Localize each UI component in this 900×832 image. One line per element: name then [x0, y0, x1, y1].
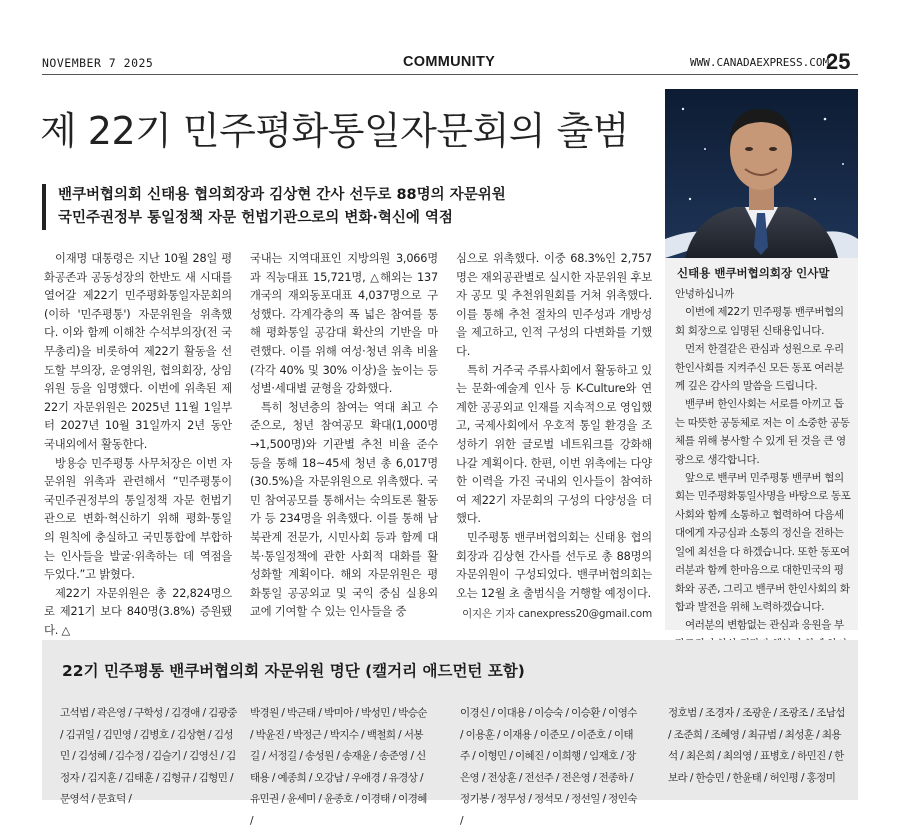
subhead-line-2: 국민주권정부 통일정책 자문 헌법기관으로의 변화·혁신에 역점: [58, 210, 453, 226]
roster-column: 고석범 / 곽은영 / 구학성 / 김경애 / 김광중 / 김귀일 / 김민영 / 김병호 / 김상현 / 김성민 / 김성혜 / 김수정 / 김슬기 / 김영신 / 김정자 / 김지훈 / 김태훈 / 김형규 / 김형민 / 문영석 / 문효덕 /: [60, 707, 237, 805]
sidebar-paragraph: 밴쿠버 한인사회는 서로를 아끼고 돕는 따뜻한 공동체로 저는 이 소중한 공동체를 위해 봉사할 수 있게 된 것을 큰 영광으로 생각합니다.: [675, 398, 850, 466]
article-column-2: [250, 250, 438, 622]
roster-column: 박경원 / 박근태 / 박미아 / 박성민 / 박승순 / 박윤진 / 박정근 / 박지수 / 백철희 / 서봉길 / 서정길 / 송성원 / 송재윤 / 송준영 / 신태용 / 예종희 / 오강남 / 우애경 / 유경상 / 유민권 / 윤세미 / 윤종호 / 이경태 / 이경혜 /: [250, 707, 427, 827]
article-paragraph: 민주평통 밴쿠버협의회는 신태용 협의회장과 김상현 간사를 선두로 총 88명의 자문위원이 구성되었다. 밴쿠버협의회는 오는 12월 초 출범식을 거행할 예정이다.: [456, 530, 652, 600]
issue-date: NOVEMBER 7 2025: [42, 56, 154, 70]
article-headline: 제 22기 민주평화통일자문회의 출범: [40, 109, 630, 153]
article-paragraph: 제22기 자문위원은 총 22,824명으로 제21기 보다 840명(3.8%) 증원됐다. △: [44, 586, 232, 637]
article-paragraph: 특히 거주국 주류사회에서 활동하고 있는 문화·예술계 인사 등 K-Culture와 연계한 공공외교 인재를 지속적으로 영입했고, 국제사회에서 우호적 통일 환경을 조성하기 위한 글로벌 네트워크를 강화해 나갈 계획이다. 한편, 이번 위촉에는 다양한 이력을 가진 국내외 인사들이 참여하여 제22기 자문회의 구성의 다양성을 더했다.: [456, 363, 652, 526]
portrait-photo: [665, 89, 858, 258]
subhead-line-1: 밴쿠버협의회 신태용 협의회장과 김상현 간사 선두로 88명의 자문위원: [58, 187, 506, 203]
article-subhead: [42, 184, 506, 230]
sidebar-title: 신태용 밴쿠버협의회장 인사말: [677, 266, 830, 280]
roster-column: 정호범 / 조경자 / 조광운 / 조광조 / 조남섭 / 조준희 / 조혜영 / 최규범 / 최성훈 / 최용석 / 최은희 / 최의영 / 표병호 / 하민진 / 한보라 / 한승민 / 한윤태 / 허인평 / 홍정미: [668, 707, 845, 784]
article-paragraph: 방용승 민주평통 사무처장은 이번 자문위원 위촉과 관련해서 “민주평통이 국민주권정부의 통일정책 자문 헌법기관으로 변화·혁신하기 위해 평화·통일의 원칙에 충실하고 국민통합에 부합하는 인사들을 발굴·위촉하는 데 역점을 두었다.”고 밝혔다.: [44, 456, 232, 582]
article-paragraph: 이재명 대통령은 지난 10월 28일 평화공존과 공동성장의 한반도 새 시대를 열어갈 제22기 민주평화통일자문회의(이하 '민주평통') 자문위원을 위촉했다. 이와 함께 이해찬 수석부의장(전 국무총리)을 비롯하여 제22기 활동을 선도할 부의장, 운영위원, 협의회장, 상임위원 등을 임명했다. 이번에 위촉된 제22기 자문위원은 2025년 11월 1일부터 2027년 10월 31일까지 2년 동안 국내외에서 활동한다.: [44, 252, 232, 451]
sidebar-paragraph: 먼저 한결같은 관심과 성원으로 우리 한인사회를 지켜주신 모든 동포 여러분께 깊은 감사의 말씀을 드립니다.: [675, 343, 844, 393]
sidebar-paragraph: 이번에 제22기 민주평통 밴쿠버협의회 회장으로 임명된 신태용입니다.: [675, 306, 844, 337]
article-column-1: [44, 250, 232, 640]
header-divider: [42, 74, 858, 75]
roster-title: 22기 민주평통 밴쿠버협의회 자문위원 명단 (캘거리 애드먼턴 포함): [62, 662, 525, 680]
sidebar-paragraph: 여러분의 변함없는 관심과 응원을 부: [685, 619, 844, 632]
sidebar-greeting: 안녕하십니까: [675, 288, 734, 300]
article-byline: 이지은 기자 canexpress20@gmail.com: [462, 608, 652, 621]
article-column-3: [456, 250, 652, 624]
article-paragraph: 특히 청년층의 참여는 역대 최고 수준으로, 청년 참여공모 확대(1,000명→1,500명)와 기관별 추천 비율 준수 등을 통해 18~45세 청년 총 6,017명(30.5%)을 자문위원으로 위촉했다. 국민 참여공모를 통해서는 숙의토론 활동가 등 234명을 위촉했다. 이를 통해 남북관계 전문가, 시민사회 등과 함께 대북·통일정책에 관한 사회적 대화를 활성화할 계획이다. 해외 자문위원은 평화통일 공공외교 및 국익 중심 실용외교에 기여할 수 있는 인사들을 중: [250, 400, 438, 619]
publication-url[interactable]: WWW.CANADAEXPRESS.COM: [690, 56, 830, 69]
article-paragraph: 심으로 위촉했다. 이중 68.3%인 2,757명은 재외공관별로 실시한 자문위원 후보자 공모 및 추천위원회를 거쳐 위촉했다. 이를 통해 추천 절차의 민주성과 개방성을 제고하고, 인적 구성의 다변화를 기했다.: [456, 252, 652, 358]
sidebar-body: [675, 285, 853, 672]
page-number: 25: [826, 49, 851, 74]
section-title: COMMUNITY: [403, 54, 496, 70]
article-paragraph: 국내는 지역대표인 지방의원 3,066명과 직능대표 15,721명, △해외는 137개국의 재외동포대표 4,037명으로 구성했다. 각계각층의 폭 넓은 참여를 통해 평화통일 공감대 확산의 기반을 마련했다. 이를 위해 여성·청년 위촉 비율(각각 40% 및 30% 이상)을 높이는 등 성별·세대별 균형을 강화했다.: [250, 252, 438, 396]
roster-column: 이경신 / 이대용 / 이승숙 / 이승환 / 이영수 / 이용훈 / 이재용 / 이준모 / 이준호 / 이태주 / 이형민 / 이혜진 / 이희행 / 임재호 / 장은영 / 전상훈 / 전선주 / 전은영 / 전종하 / 정기봉 / 정무성 / 정석모 / 정선일 / 정인숙 /: [460, 707, 637, 827]
sidebar-paragraph: 앞으로 밴쿠버 민주평통 밴쿠버 협의회는 민주평화통일사명을 바탕으로 동포사회와 함께 소통하고 협력하여 다음세대에게 자긍심과 소통의 정신을 전하는 일에 최선을 다 하겠습니다. 또한 동포여러분과 함께 한마음으로 대한민국의 평화와 공존, 그리고 밴쿠버 한인사회의 화합과 발전을 위해 노력하겠습니다.: [675, 472, 851, 613]
